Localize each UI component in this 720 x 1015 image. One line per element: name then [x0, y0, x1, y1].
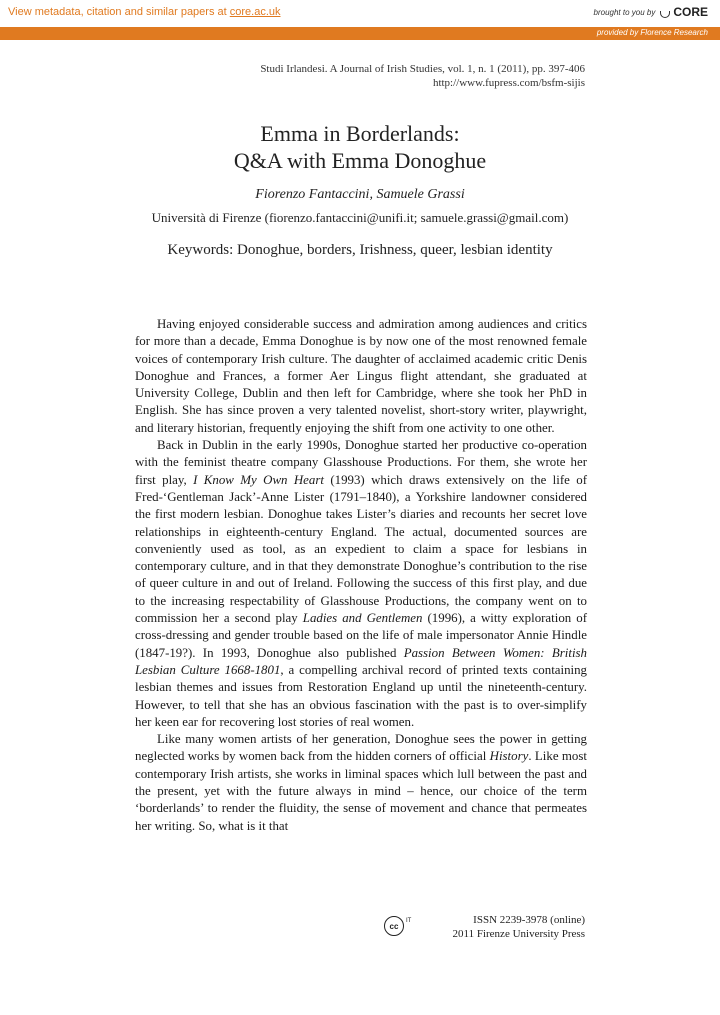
- issn: ISSN 2239-3978 (online): [473, 914, 585, 926]
- paragraph-2: [135, 437, 587, 731]
- keywords: Keywords: Donoghue, borders, Irishness, queer, lesbian identity: [167, 242, 553, 258]
- p2-text-b: (1993) which draws extensively on the life of Fred-‘Gentleman Jack’-Anne Lister (1791–1840), a Yorkshire landowner considered the first modern lesbian. Donoghue takes Lister’s diaries and recounts her secret love relationships in eighteenth-century England. The actual, documented sources are conveniently used as tool, as an expedient to claim a space for lesbians in contemporary culture, and in that they demonstrate Donoghue’s contribution to the rise of queer culture in and out of Ireland. Following the success of this first play, and due to the increasing respectability of Glasshouse Productions, the company went on to commission her a second play: [135, 472, 587, 626]
- affiliation: Università di Firenze (fiorenzo.fantaccini@unifi.it; samuele.grassi@gmail.com): [151, 210, 569, 225]
- p2-text-d: , a compelling archival record of printed texts containing lesbian themes and issues from Restoration England up until the nineteenth-century. However, to tell that she has an obvious fascination with the past is to over-simplify her keen ear for recovering lost stories of real women.: [135, 662, 587, 729]
- p3-history: History: [489, 749, 529, 764]
- paper-title: [0, 120, 720, 174]
- p2-title-book: Passion Between Women: British Lesbian Culture 1668-1801: [135, 645, 587, 677]
- core-link-domain[interactable]: core.ac.uk: [229, 6, 281, 18]
- core-logo-icon: [659, 6, 669, 18]
- cc-jurisdiction: IT: [406, 918, 412, 924]
- core-link-prefix: View metadata, citation and similar papers at: [8, 6, 230, 18]
- footer: [453, 913, 586, 941]
- paragraph-1: Having enjoyed considerable success and admiration among audiences and critics for more than a decade, Emma Donoghue is by now one of the most renowned female voices of contemporary Irish culture. The daughter of acclaimed academic critic Denis Donoghue and Frances, a former Aer Lingus flight attendant, she graduated at University College, Dublin and then left for Cambridge, where she took her PhD in English. She has since proven a very talented novelist, short-story writer, playwright, and literary historian, frequently enjoying the shift from one activity to one other.: [135, 317, 587, 435]
- core-metadata-link[interactable]: [8, 6, 281, 18]
- title-line-1: Emma in Borderlands:: [260, 121, 460, 146]
- title-line-2: Q&A with Emma Donoghue: [233, 148, 487, 173]
- creative-commons-icon: cc: [384, 916, 404, 936]
- authors: Fiorenzo Fantaccini, Samuele Grassi: [255, 187, 465, 202]
- body-text: [135, 316, 587, 835]
- press: 2011 Firenze University Press: [452, 928, 585, 940]
- provided-by-text: provided by Florence Research: [596, 28, 708, 37]
- paragraph-3: [135, 731, 587, 835]
- journal-url: http://www.fupress.com/bsfm-sijis: [432, 77, 585, 89]
- p2-title-play-2: Ladies and Gentlemen: [302, 611, 423, 626]
- provider-bar: [0, 27, 720, 40]
- p3-text-b: . Like most contemporary Irish artists, she works in liminal spaces which lull between the past and the present, yet with the future always in mind – hence, our choice of the term ‘borderlands’ to render the fluidity, the sense of movement and chance that permeates her writing. So, what is it that: [135, 749, 587, 833]
- p3-text-a: Like many women artists of her generation, Donoghue sees the power in getting neglected works by women back from the hidden corners of official: [135, 732, 587, 764]
- p2-text-a: Back in Dublin in the early 1990s, Donoghue started her productive co-operation with the feminist theatre company Glasshouse Productions. For them, she wrote her first play,: [135, 438, 587, 487]
- brought-by-text: brought to you by: [593, 7, 656, 17]
- p2-title-play-1: I Know My Own Heart: [193, 472, 324, 487]
- core-header: [0, 0, 720, 27]
- core-brand[interactable]: [594, 5, 709, 19]
- core-logo-text: CORE: [673, 5, 708, 19]
- journal-citation: [260, 62, 585, 90]
- journal-citation-line: Studi Irlandesi. A Journal of Irish Studies, vol. 1, n. 1 (2011), pp. 397-406: [260, 63, 585, 75]
- p2-text-c: (1996), a witty exploration of cross-dressing and gender trouble based on the life of male impersonator Annie Hindle (1847-19?). In 1993, Donoghue also published: [135, 611, 588, 660]
